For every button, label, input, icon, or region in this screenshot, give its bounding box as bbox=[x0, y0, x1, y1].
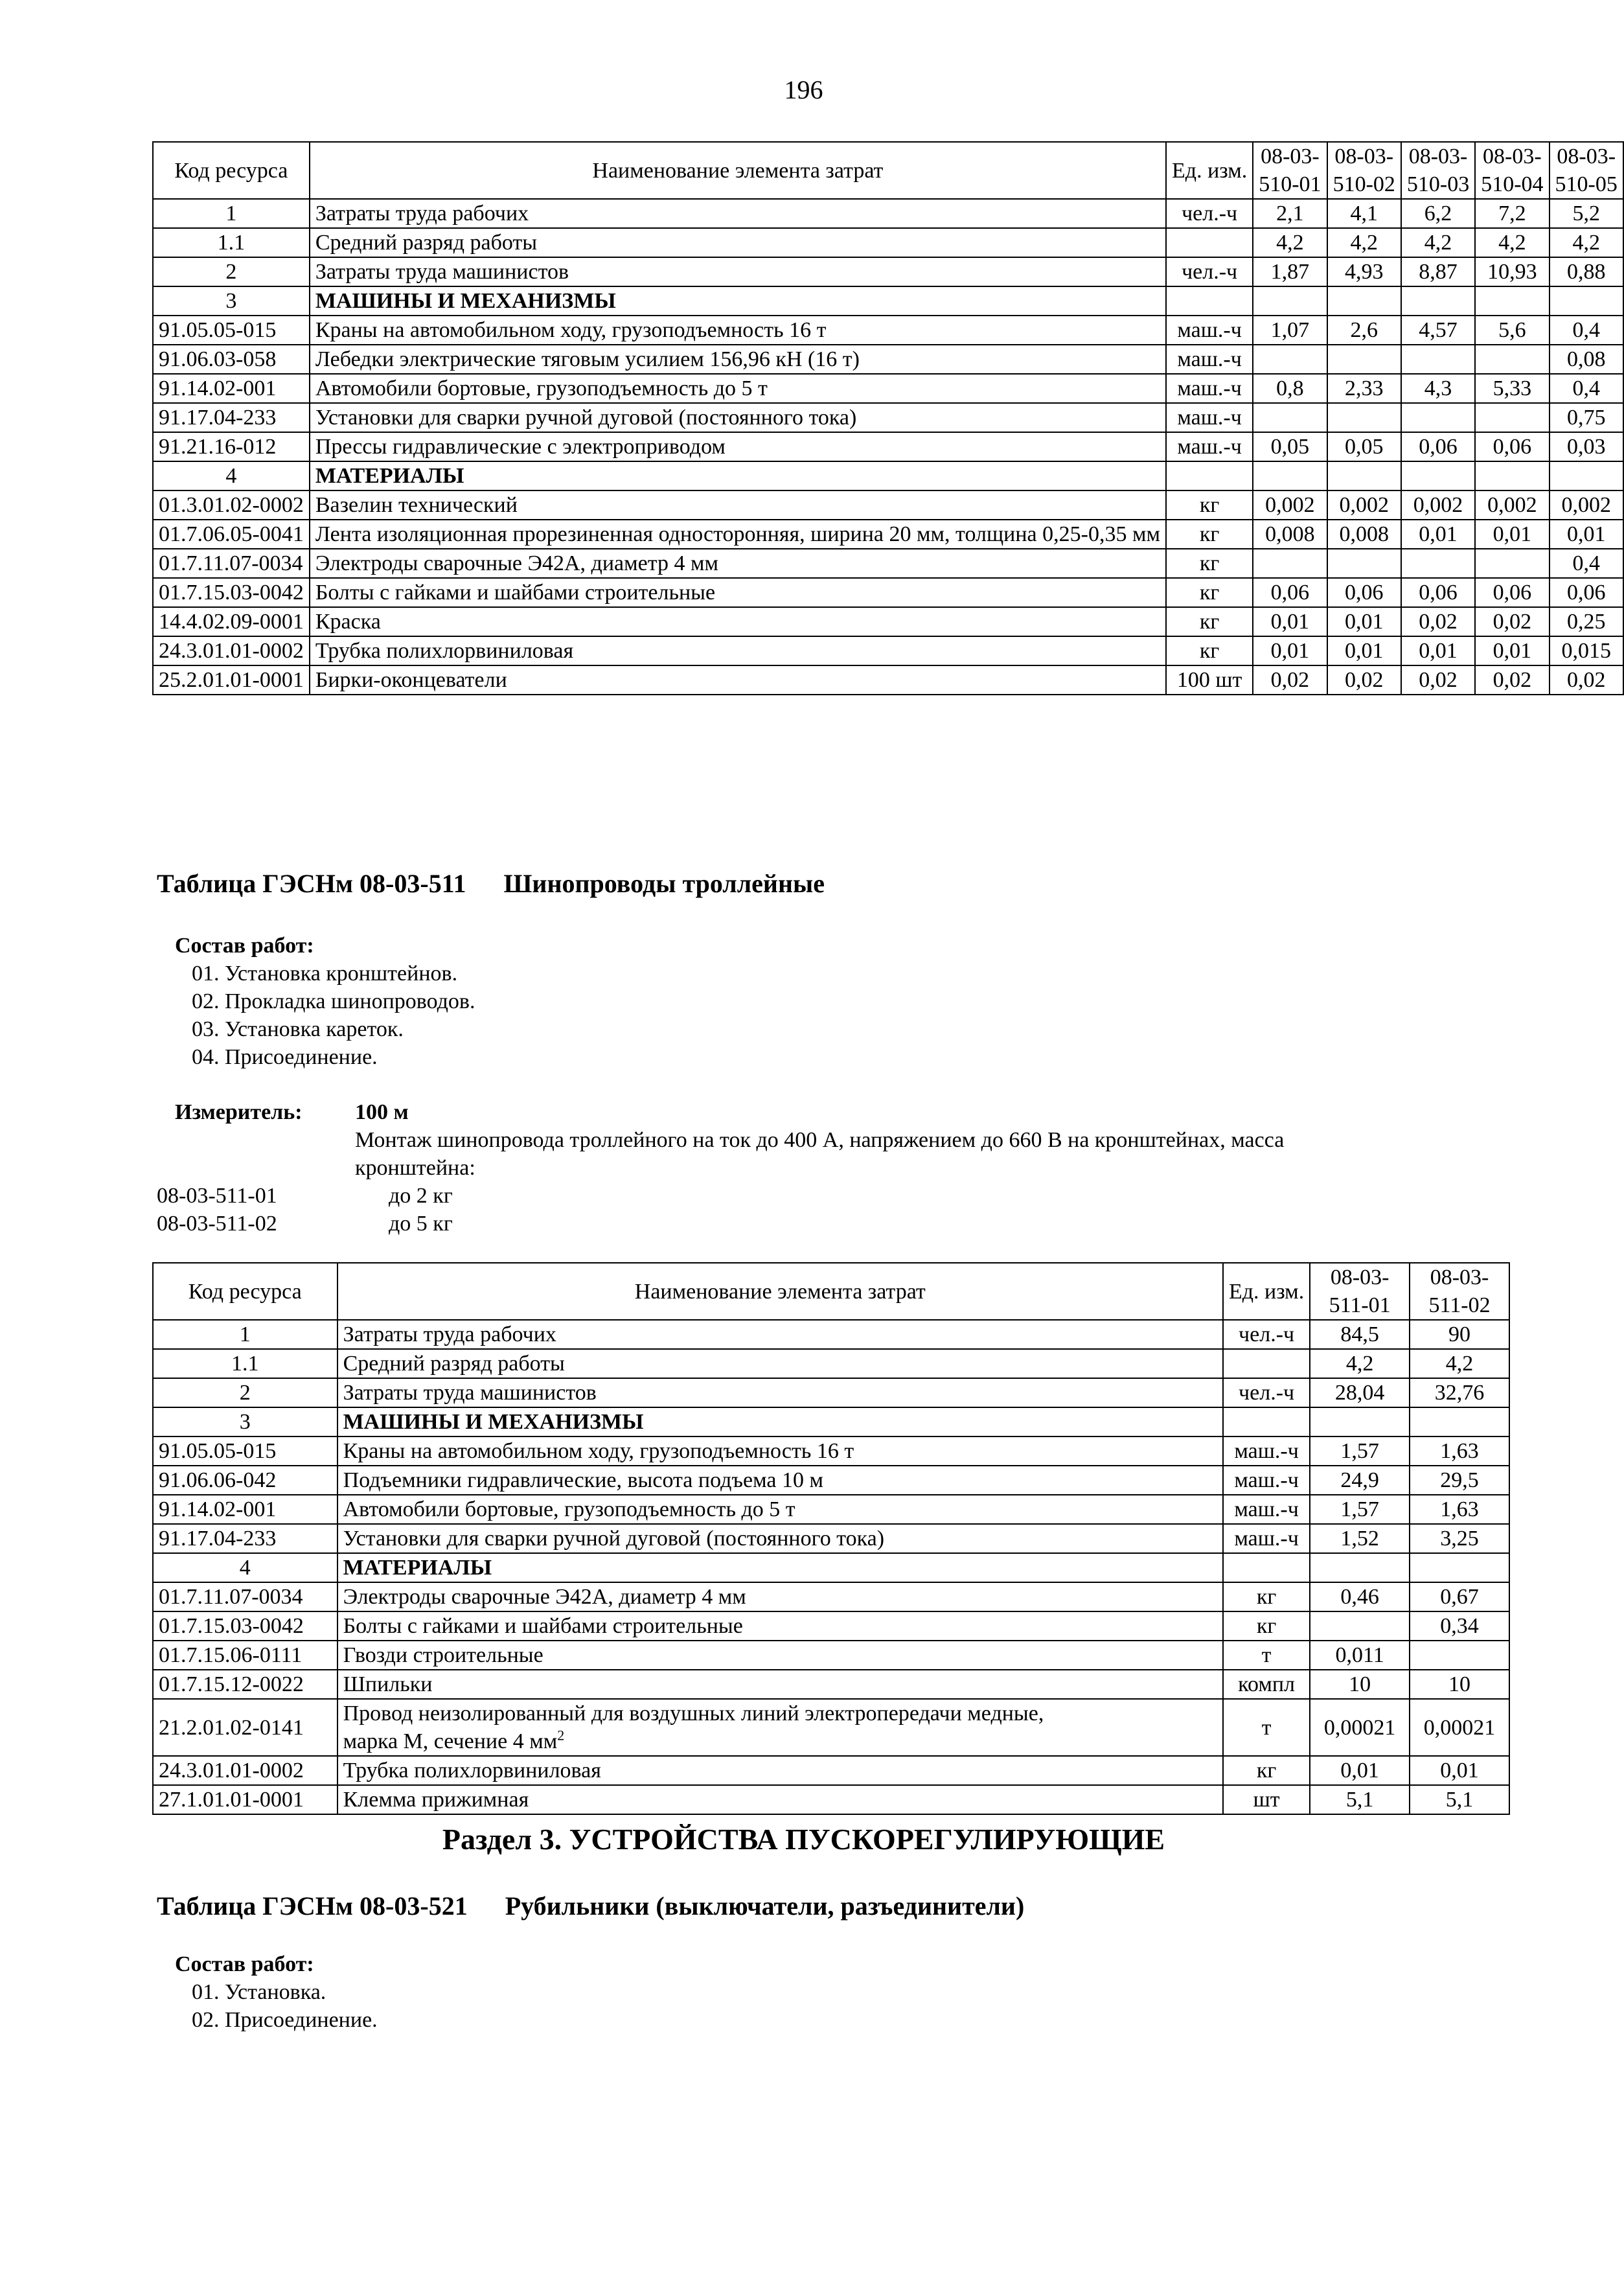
resource-value bbox=[1253, 461, 1327, 490]
resource-name: Установки для сварки ручной дуговой (постоянного тока) bbox=[337, 1524, 1223, 1553]
resource-value: 0,01 bbox=[1310, 1756, 1410, 1785]
resource-value: 1,57 bbox=[1310, 1436, 1410, 1466]
resource-unit bbox=[1223, 1407, 1310, 1436]
resource-value: 8,87 bbox=[1401, 257, 1475, 286]
table-row bbox=[153, 490, 1623, 520]
resource-unit: компл bbox=[1223, 1670, 1310, 1699]
resource-name: Бирки-оконцеватели bbox=[310, 665, 1166, 695]
header-col-3: 08-03- 510-03 bbox=[1401, 142, 1475, 199]
resource-name: Лебедки электрические тяговым усилием 156,96 кН (16 т) bbox=[310, 345, 1166, 374]
header-code: Код ресурса bbox=[153, 142, 310, 199]
resource-value: 4,3 bbox=[1401, 374, 1475, 403]
table-row bbox=[153, 1785, 1509, 1814]
resource-value: 0,015 bbox=[1550, 636, 1623, 665]
resource-value: 0,02 bbox=[1253, 665, 1327, 695]
header-col-2: 08-03- 510-02 bbox=[1327, 142, 1401, 199]
resource-value bbox=[1327, 461, 1401, 490]
resource-code: 1 bbox=[153, 199, 310, 228]
resource-code: 01.7.11.07-0034 bbox=[153, 549, 310, 578]
table-title: Рубильники (выключатели, разъединители) bbox=[505, 1891, 1025, 1921]
variant-text: до 5 кг bbox=[389, 1212, 453, 1236]
resource-value: 1,57 bbox=[1310, 1495, 1410, 1524]
header-name: Наименование элемента затрат bbox=[310, 142, 1166, 199]
resource-unit: кг bbox=[1166, 578, 1253, 607]
resource-unit: шт bbox=[1223, 1785, 1310, 1814]
resource-value: 5,2 bbox=[1550, 199, 1623, 228]
resource-unit: маш.-ч bbox=[1166, 345, 1253, 374]
resource-value: 2,6 bbox=[1327, 316, 1401, 345]
resource-value: 1,07 bbox=[1253, 316, 1327, 345]
resource-value: 4,2 bbox=[1475, 228, 1549, 257]
resource-value: 0,01 bbox=[1253, 607, 1327, 636]
resource-value: 0,01 bbox=[1475, 636, 1549, 665]
resource-value: 0,75 bbox=[1550, 403, 1623, 432]
resource-value: 4,1 bbox=[1327, 199, 1401, 228]
resource-value: 0,06 bbox=[1401, 578, 1475, 607]
resource-unit bbox=[1223, 1553, 1310, 1582]
resource-code: 1.1 bbox=[153, 1349, 337, 1378]
resource-code: 91.14.02-001 bbox=[153, 1495, 337, 1524]
resource-value: 28,04 bbox=[1310, 1378, 1410, 1407]
resource-unit bbox=[1223, 1349, 1310, 1378]
resource-value: 0,01 bbox=[1401, 520, 1475, 549]
resource-unit: маш.-ч bbox=[1166, 432, 1253, 461]
resource-value: 0,01 bbox=[1475, 520, 1549, 549]
resource-value: 1,63 bbox=[1410, 1436, 1509, 1466]
resource-value: 2,1 bbox=[1253, 199, 1327, 228]
table-row bbox=[153, 1553, 1509, 1582]
resource-value: 90 bbox=[1410, 1320, 1509, 1349]
resource-value bbox=[1253, 345, 1327, 374]
resource-code: 24.3.01.01-0002 bbox=[153, 636, 310, 665]
table-row bbox=[153, 1466, 1509, 1495]
resource-unit bbox=[1166, 461, 1253, 490]
resource-unit: кг bbox=[1166, 520, 1253, 549]
table-heading-521 bbox=[157, 1891, 1024, 1921]
table-row bbox=[153, 1582, 1509, 1611]
resource-code: 4 bbox=[153, 1553, 337, 1582]
resource-value bbox=[1410, 1641, 1509, 1670]
resource-value: 1,63 bbox=[1410, 1495, 1509, 1524]
table-row bbox=[153, 549, 1623, 578]
work-item: 03. Установка кареток. bbox=[192, 1017, 404, 1041]
table-row bbox=[153, 636, 1623, 665]
resource-value: 10 bbox=[1410, 1670, 1509, 1699]
work-item: 01. Установка. bbox=[192, 1980, 326, 2004]
variant-text: до 2 кг bbox=[389, 1184, 453, 1208]
table-row bbox=[153, 1436, 1509, 1466]
resource-unit: т bbox=[1223, 1641, 1310, 1670]
resource-name: Краска bbox=[310, 607, 1166, 636]
resource-name: Провод неизолированный для воздушных линий электропередачи медные, марка М, сечение 4 $мм^2$ bbox=[337, 1699, 1223, 1756]
resource-value: 0,01 bbox=[1550, 520, 1623, 549]
table-row bbox=[153, 665, 1623, 695]
resource-name: МАТЕРИАЛЫ bbox=[337, 1553, 1223, 1582]
table-row bbox=[153, 316, 1623, 345]
resource-value bbox=[1401, 345, 1475, 374]
resource-unit: маш.-ч bbox=[1223, 1436, 1310, 1466]
resource-code: 01.7.06.05-0041 bbox=[153, 520, 310, 549]
resource-unit: чел.-ч bbox=[1166, 199, 1253, 228]
resource-unit: 100 шт bbox=[1166, 665, 1253, 695]
resource-value: 0,06 bbox=[1475, 578, 1549, 607]
resource-value: 0,002 bbox=[1327, 490, 1401, 520]
resource-value: 84,5 bbox=[1310, 1320, 1410, 1349]
resource-code: 01.7.15.06-0111 bbox=[153, 1641, 337, 1670]
resource-unit: чел.-ч bbox=[1166, 257, 1253, 286]
table-row bbox=[153, 1641, 1509, 1670]
work-item: 04. Присоединение. bbox=[192, 1045, 378, 1069]
resource-value: 0,002 bbox=[1475, 490, 1549, 520]
resource-unit: маш.-ч bbox=[1223, 1495, 1310, 1524]
table-row bbox=[153, 1407, 1509, 1436]
meter-label: Измеритель: bbox=[175, 1100, 303, 1124]
resource-value bbox=[1253, 286, 1327, 316]
resource-value: 24,9 bbox=[1310, 1466, 1410, 1495]
resource-value: 0,06 bbox=[1475, 432, 1549, 461]
resource-code: 27.1.01.01-0001 bbox=[153, 1785, 337, 1814]
resource-value bbox=[1475, 286, 1549, 316]
resource-value: 0,34 bbox=[1410, 1611, 1509, 1641]
resource-name: МАТЕРИАЛЫ bbox=[310, 461, 1166, 490]
header-unit: Ед. изм. bbox=[1223, 1263, 1310, 1320]
resource-code: 01.3.01.02-0002 bbox=[153, 490, 310, 520]
resource-name: МАШИНЫ И МЕХАНИЗМЫ bbox=[337, 1407, 1223, 1436]
resource-unit: кг bbox=[1166, 549, 1253, 578]
resource-name: Краны на автомобильном ходу, грузоподъемность 16 т bbox=[337, 1436, 1223, 1466]
work-label: Состав работ: bbox=[175, 934, 314, 958]
resource-value: 0,00021 bbox=[1410, 1699, 1509, 1756]
resource-name: Автомобили бортовые, грузоподъемность до 5 т bbox=[337, 1495, 1223, 1524]
resource-value: 7,2 bbox=[1475, 199, 1549, 228]
resource-value bbox=[1327, 549, 1401, 578]
resource-name: Краны на автомобильном ходу, грузоподъемность 16 т bbox=[310, 316, 1166, 345]
resource-code: 91.21.16-012 bbox=[153, 432, 310, 461]
resource-value: 0,06 bbox=[1327, 578, 1401, 607]
resource-value: 0,88 bbox=[1550, 257, 1623, 286]
resource-code: 91.17.04-233 bbox=[153, 1524, 337, 1553]
resource-name: Прессы гидравлические с электроприводом bbox=[310, 432, 1166, 461]
resource-name: Затраты труда рабочих bbox=[310, 199, 1166, 228]
table-title: Шинопроводы троллейные bbox=[503, 869, 825, 898]
table-row bbox=[153, 578, 1623, 607]
resource-value bbox=[1253, 403, 1327, 432]
resource-value bbox=[1253, 549, 1327, 578]
table-row bbox=[153, 199, 1623, 228]
resource-name: Электроды сварочные Э42А, диаметр 4 мм bbox=[310, 549, 1166, 578]
resource-value: 5,1 bbox=[1310, 1785, 1410, 1814]
header-col-2: 08-03- 511-02 bbox=[1410, 1263, 1509, 1320]
resource-value: 10 bbox=[1310, 1670, 1410, 1699]
resource-name: Затраты труда машинистов bbox=[337, 1378, 1223, 1407]
resource-code: 2 bbox=[153, 257, 310, 286]
resource-code: 01.7.11.07-0034 bbox=[153, 1582, 337, 1611]
resource-value: 0,8 bbox=[1253, 374, 1327, 403]
table-row bbox=[153, 1611, 1509, 1641]
resource-value: 0,03 bbox=[1550, 432, 1623, 461]
resource-value bbox=[1327, 286, 1401, 316]
section-title: Раздел 3. УСТРОЙСТВА ПУСКОРЕГУЛИРУЮЩИЕ bbox=[442, 1823, 1165, 1856]
resource-unit: кг bbox=[1166, 490, 1253, 520]
resource-name: Болты с гайками и шайбами строительные bbox=[337, 1611, 1223, 1641]
resource-name: Затраты труда рабочих bbox=[337, 1320, 1223, 1349]
resource-value: 0,008 bbox=[1253, 520, 1327, 549]
resource-value: 0,01 bbox=[1327, 607, 1401, 636]
resource-name: Шпильки bbox=[337, 1670, 1223, 1699]
table-row bbox=[153, 1670, 1509, 1699]
resource-value: 4,2 bbox=[1401, 228, 1475, 257]
header-unit: Ед. изм. bbox=[1166, 142, 1253, 199]
meter-value: 100 м bbox=[355, 1100, 409, 1124]
resource-unit: маш.-ч bbox=[1166, 316, 1253, 345]
resource-unit: кг bbox=[1223, 1582, 1310, 1611]
resource-table-510 bbox=[152, 141, 1624, 695]
table-row bbox=[153, 520, 1623, 549]
resource-value: 5,1 bbox=[1410, 1785, 1509, 1814]
resource-value bbox=[1310, 1553, 1410, 1582]
header-col-5: 08-03- 510-05 bbox=[1550, 142, 1623, 199]
resource-value: 0,06 bbox=[1253, 578, 1327, 607]
table-row bbox=[153, 1495, 1509, 1524]
resource-value: 3,25 bbox=[1410, 1524, 1509, 1553]
resource-unit: т bbox=[1223, 1699, 1310, 1756]
resource-value: 0,25 bbox=[1550, 607, 1623, 636]
resource-code: 91.14.02-001 bbox=[153, 374, 310, 403]
resource-value: 0,002 bbox=[1253, 490, 1327, 520]
resource-code: 91.17.04-233 bbox=[153, 403, 310, 432]
resource-value: 0,05 bbox=[1253, 432, 1327, 461]
resource-value bbox=[1475, 461, 1549, 490]
resource-value: 0,06 bbox=[1401, 432, 1475, 461]
work-label: Состав работ: bbox=[175, 1952, 314, 1976]
resource-value bbox=[1327, 403, 1401, 432]
resource-value: 0,00021 bbox=[1310, 1699, 1410, 1756]
table-row bbox=[153, 1699, 1509, 1756]
resource-code: 01.7.15.12-0022 bbox=[153, 1670, 337, 1699]
resource-value: 0,02 bbox=[1327, 665, 1401, 695]
resource-value: 1,52 bbox=[1310, 1524, 1410, 1553]
resource-value: 29,5 bbox=[1410, 1466, 1509, 1495]
resource-value: 4,2 bbox=[1550, 228, 1623, 257]
resource-value: 0,002 bbox=[1401, 490, 1475, 520]
resource-name: Установки для сварки ручной дуговой (постоянного тока) bbox=[310, 403, 1166, 432]
resource-value bbox=[1401, 549, 1475, 578]
resource-name: Затраты труда машинистов bbox=[310, 257, 1166, 286]
resource-value: 4,2 bbox=[1327, 228, 1401, 257]
resource-code: 91.06.03-058 bbox=[153, 345, 310, 374]
resource-name: МАШИНЫ И МЕХАНИЗМЫ bbox=[310, 286, 1166, 316]
resource-value: 0,02 bbox=[1401, 665, 1475, 695]
table-row bbox=[153, 1378, 1509, 1407]
resource-value: 32,76 bbox=[1410, 1378, 1509, 1407]
resource-code: 1.1 bbox=[153, 228, 310, 257]
resource-value: 0,4 bbox=[1550, 549, 1623, 578]
header-name: Наименование элемента затрат bbox=[337, 1263, 1223, 1320]
resource-value: 0,4 bbox=[1550, 374, 1623, 403]
resource-value: 0,01 bbox=[1327, 636, 1401, 665]
table-heading-511 bbox=[157, 868, 825, 899]
table-row bbox=[153, 1756, 1509, 1785]
work-item: 02. Прокладка шинопроводов. bbox=[192, 989, 475, 1013]
resource-unit bbox=[1166, 286, 1253, 316]
resource-unit: маш.-ч bbox=[1223, 1524, 1310, 1553]
resource-code: 01.7.15.03-0042 bbox=[153, 578, 310, 607]
resource-value: 0,02 bbox=[1401, 607, 1475, 636]
table-id: Таблица ГЭСНм 08-03-511 bbox=[157, 869, 466, 898]
resource-value bbox=[1410, 1407, 1509, 1436]
resource-value: 0,01 bbox=[1410, 1756, 1509, 1785]
resource-name: Подъемники гидравлические, высота подъема 10 м bbox=[337, 1466, 1223, 1495]
table-row bbox=[153, 607, 1623, 636]
resource-value bbox=[1327, 345, 1401, 374]
resource-value bbox=[1475, 345, 1549, 374]
resource-value: 0,02 bbox=[1550, 665, 1623, 695]
resource-value: 0,06 bbox=[1550, 578, 1623, 607]
header-code: Код ресурса bbox=[153, 1263, 337, 1320]
resource-value: 5,33 bbox=[1475, 374, 1549, 403]
resource-name: Электроды сварочные Э42А, диаметр 4 мм bbox=[337, 1582, 1223, 1611]
resource-value: 1,87 bbox=[1253, 257, 1327, 286]
header-col-1: 08-03- 511-01 bbox=[1310, 1263, 1410, 1320]
header-col-4: 08-03- 510-04 bbox=[1475, 142, 1549, 199]
variant-code: 08-03-511-02 bbox=[157, 1212, 277, 1236]
resource-value: 4,2 bbox=[1310, 1349, 1410, 1378]
resource-code: 91.06.06-042 bbox=[153, 1466, 337, 1495]
resource-code: 21.2.01.02-0141 bbox=[153, 1699, 337, 1756]
meter-511 bbox=[157, 1098, 1284, 1238]
variant-code: 08-03-511-01 bbox=[157, 1184, 277, 1208]
resource-unit: чел.-ч bbox=[1223, 1378, 1310, 1407]
resource-code: 2 bbox=[153, 1378, 337, 1407]
resource-name: Средний разряд работы bbox=[310, 228, 1166, 257]
table-row bbox=[153, 432, 1623, 461]
resource-value: 0,05 bbox=[1327, 432, 1401, 461]
resource-unit: чел.-ч bbox=[1223, 1320, 1310, 1349]
work-item: 01. Установка кронштейнов. bbox=[192, 962, 458, 986]
resource-value: 10,93 bbox=[1475, 257, 1549, 286]
resource-value: 0,011 bbox=[1310, 1641, 1410, 1670]
resource-code: 91.05.05-015 bbox=[153, 1436, 337, 1466]
resource-code: 14.4.02.09-0001 bbox=[153, 607, 310, 636]
resource-code: 91.05.05-015 bbox=[153, 316, 310, 345]
resource-value bbox=[1550, 461, 1623, 490]
resource-value bbox=[1410, 1553, 1509, 1582]
meter-description: Монтаж шинопровода троллейного на ток до 400 А, напряжением до 660 В на кронштейнах, масса bbox=[355, 1128, 1285, 1152]
resource-unit: маш.-ч bbox=[1223, 1466, 1310, 1495]
resource-code: 01.7.15.03-0042 bbox=[153, 1611, 337, 1641]
resource-table-511 bbox=[152, 1262, 1510, 1815]
resource-unit: кг bbox=[1223, 1611, 1310, 1641]
resource-name: Лента изоляционная прорезиненная односторонняя, ширина 20 мм, толщина 0,25-0,35 мм bbox=[310, 520, 1166, 549]
table-row bbox=[153, 1320, 1509, 1349]
resource-value: 4,2 bbox=[1253, 228, 1327, 257]
resource-value bbox=[1310, 1611, 1410, 1641]
resource-code: 4 bbox=[153, 461, 310, 490]
resource-value: 0,01 bbox=[1401, 636, 1475, 665]
resource-unit bbox=[1166, 228, 1253, 257]
table-row bbox=[153, 1524, 1509, 1553]
resource-value: 0,67 bbox=[1410, 1582, 1509, 1611]
resource-value bbox=[1475, 549, 1549, 578]
resource-value: 4,2 bbox=[1410, 1349, 1509, 1378]
resource-value: 4,57 bbox=[1401, 316, 1475, 345]
resource-value: 2,33 bbox=[1327, 374, 1401, 403]
resource-name: Трубка полихлорвиниловая bbox=[337, 1756, 1223, 1785]
resource-value: 0,008 bbox=[1327, 520, 1401, 549]
resource-value bbox=[1475, 403, 1549, 432]
resource-value: 0,08 bbox=[1550, 345, 1623, 374]
resource-value: 0,01 bbox=[1253, 636, 1327, 665]
resource-code: 3 bbox=[153, 286, 310, 316]
resource-code: 1 bbox=[153, 1320, 337, 1349]
table-row bbox=[153, 461, 1623, 490]
resource-value: 5,6 bbox=[1475, 316, 1549, 345]
table-row bbox=[153, 345, 1623, 374]
header-col-1: 08-03- 510-01 bbox=[1253, 142, 1327, 199]
resource-unit: маш.-ч bbox=[1166, 403, 1253, 432]
work-item: 02. Присоединение. bbox=[192, 2008, 378, 2032]
resource-value bbox=[1401, 286, 1475, 316]
resource-value: 0,02 bbox=[1475, 607, 1549, 636]
resource-name: Клемма прижимная bbox=[337, 1785, 1223, 1814]
resource-name: Автомобили бортовые, грузоподъемность до 5 т bbox=[310, 374, 1166, 403]
table-row bbox=[153, 228, 1623, 257]
work-composition-521 bbox=[175, 1950, 378, 2034]
table-row bbox=[153, 257, 1623, 286]
table-row bbox=[153, 1349, 1509, 1378]
resource-value: 0,02 bbox=[1475, 665, 1549, 695]
resource-name: Вазелин технический bbox=[310, 490, 1166, 520]
table-id: Таблица ГЭСНм 08-03-521 bbox=[157, 1891, 468, 1921]
resource-value: 0,4 bbox=[1550, 316, 1623, 345]
resource-name: Средний разряд работы bbox=[337, 1349, 1223, 1378]
table-row bbox=[153, 403, 1623, 432]
resource-value bbox=[1401, 461, 1475, 490]
resource-unit: кг bbox=[1166, 607, 1253, 636]
resource-unit: кг bbox=[1166, 636, 1253, 665]
resource-value: 4,93 bbox=[1327, 257, 1401, 286]
resource-value bbox=[1310, 1407, 1410, 1436]
resource-code: 3 bbox=[153, 1407, 337, 1436]
resource-unit: кг bbox=[1223, 1756, 1310, 1785]
work-composition-511 bbox=[175, 932, 475, 1071]
resource-code: 24.3.01.01-0002 bbox=[153, 1756, 337, 1785]
table-row bbox=[153, 286, 1623, 316]
table-row bbox=[153, 374, 1623, 403]
resource-value: 0,002 bbox=[1550, 490, 1623, 520]
resource-value bbox=[1401, 403, 1475, 432]
resource-code: 25.2.01.01-0001 bbox=[153, 665, 310, 695]
resource-unit: маш.-ч bbox=[1166, 374, 1253, 403]
page-number: 196 bbox=[784, 75, 823, 104]
resource-value bbox=[1550, 286, 1623, 316]
resource-value: 0,46 bbox=[1310, 1582, 1410, 1611]
meter-description: кронштейна: bbox=[355, 1156, 475, 1180]
resource-name: Гвозди строительные bbox=[337, 1641, 1223, 1670]
resource-value: 6,2 bbox=[1401, 199, 1475, 228]
resource-name: Болты с гайками и шайбами строительные bbox=[310, 578, 1166, 607]
resource-name: Трубка полихлорвиниловая bbox=[310, 636, 1166, 665]
